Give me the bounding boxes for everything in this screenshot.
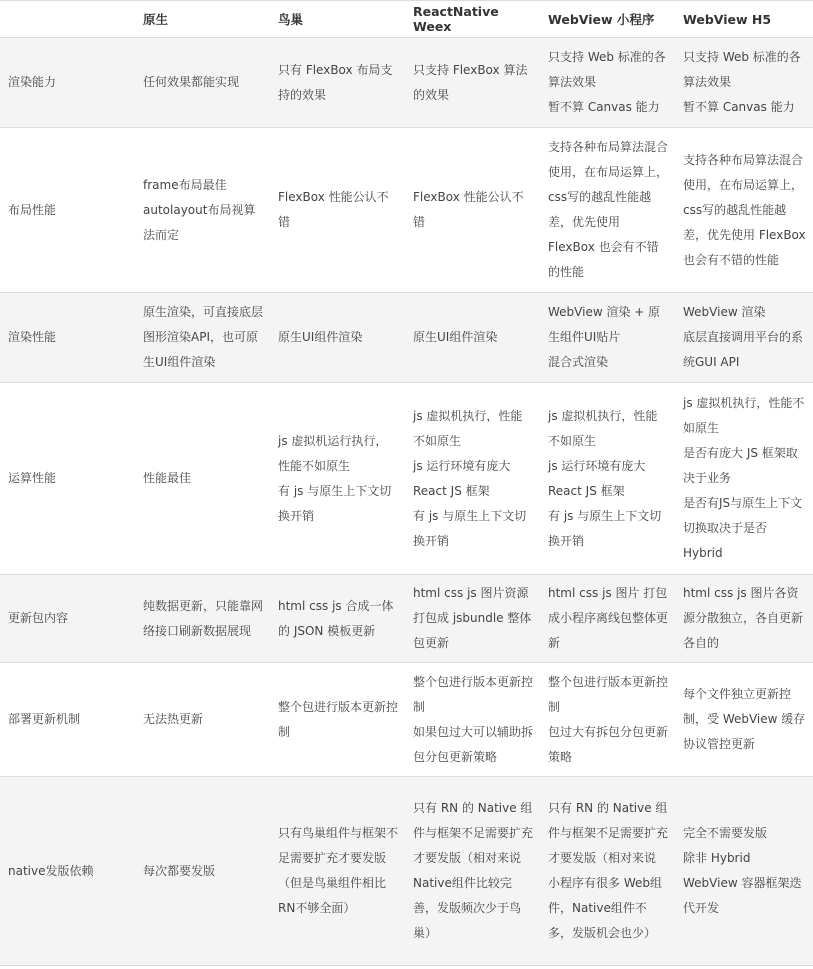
row-label: 布局性能 bbox=[0, 128, 135, 293]
cell-text: FlexBox 性能公认不错 bbox=[278, 190, 389, 229]
cell-webview-h5 bbox=[675, 293, 813, 383]
cell-niaochao bbox=[270, 575, 405, 663]
cell-native bbox=[135, 38, 270, 128]
cell-text: 任何效果都能实现 bbox=[143, 75, 240, 89]
cell-text: 只支持 Web 标准的各算法效果 bbox=[683, 50, 801, 89]
cell-text: 包过大有拆包分包更新策略 bbox=[548, 724, 669, 764]
cell-text: html css js 图片 打包成小程序离线包整体更新 bbox=[548, 586, 669, 650]
cell-text: 有 js 与原生上下文切换开销 bbox=[413, 508, 527, 548]
cell-webview-h5 bbox=[675, 777, 813, 966]
header-native: 原生 bbox=[135, 1, 270, 38]
header-niaochao: 鸟巢 bbox=[270, 1, 405, 38]
cell-text: 是否有庞大 JS 框架取决于业务 bbox=[683, 446, 798, 485]
cell-text: js 运行环境有庞大 React JS 框架 bbox=[548, 458, 646, 498]
table-row bbox=[0, 383, 813, 575]
cell-webview-h5 bbox=[675, 128, 813, 293]
row-label: 渲染性能 bbox=[0, 293, 135, 383]
cell-text: html css js 合成一体的 JSON 模板更新 bbox=[278, 598, 394, 638]
cell-reactnative-weex bbox=[405, 663, 540, 777]
cell-text: 暂不算 Canvas 能力 bbox=[683, 100, 795, 114]
cell-text: 是否有JS与原生上下文切换取决于是否 Hybrid bbox=[683, 496, 803, 560]
cell-native bbox=[135, 383, 270, 575]
cell-native bbox=[135, 128, 270, 293]
cell-text: 整个包进行版本更新控制 bbox=[548, 674, 669, 714]
cell-text: 支持各种布局算法混合使用，在布局运算上，css写的越乱性能越差，优先使用 FlexBox 也会有不错的性能 bbox=[683, 152, 806, 267]
cell-webview-miniprogram bbox=[540, 383, 675, 575]
cell-text: js 虚拟机执行，性能不如原生 bbox=[413, 408, 523, 448]
cell-webview-miniprogram bbox=[540, 293, 675, 383]
cell-text: 每次都要发版 bbox=[143, 863, 216, 878]
cell-webview-miniprogram bbox=[540, 777, 675, 966]
cell-webview-miniprogram bbox=[540, 663, 675, 777]
cell-reactnative-weex bbox=[405, 293, 540, 383]
cell-text: frame布局最佳 bbox=[143, 177, 227, 192]
cell-webview-miniprogram bbox=[540, 575, 675, 663]
cell-reactnative-weex bbox=[405, 383, 540, 575]
header-webview-miniprogram: WebView 小程序 bbox=[540, 1, 675, 38]
row-label: 部署更新机制 bbox=[0, 663, 135, 777]
cell-native bbox=[135, 663, 270, 777]
cell-text: 如果包过大可以辅助拆包分包更新策略 bbox=[413, 724, 534, 764]
table-row bbox=[0, 777, 813, 966]
table-row bbox=[0, 575, 813, 663]
cell-text: autolayout布局视算法而定 bbox=[143, 202, 256, 242]
header-row bbox=[0, 1, 813, 38]
cell-text: 整个包进行版本更新控制 bbox=[278, 699, 399, 739]
header-reactnative-weex: ReactNative Weex bbox=[405, 1, 540, 38]
cell-text: 每个文件独立更新控制，受 WebView 缓存协议管控更新 bbox=[683, 687, 806, 751]
cell-webview-h5 bbox=[675, 383, 813, 575]
cell-text: html css js 图片资源打包成 jsbundle 整体包更新 bbox=[413, 586, 532, 650]
cell-text: js 虚拟机执行，性能不如原生 bbox=[548, 408, 658, 448]
row-label: 运算性能 bbox=[0, 383, 135, 575]
cell-webview-miniprogram bbox=[540, 38, 675, 128]
cell-text: 原生渲染，可直接底层图形渲染API，也可原生UI组件渲染 bbox=[143, 305, 264, 369]
header-corner bbox=[0, 1, 135, 38]
cell-niaochao bbox=[270, 38, 405, 128]
cell-text: 有 js 与原生上下文切换开销 bbox=[278, 483, 392, 523]
cell-text: 暂不算 Canvas 能力 bbox=[548, 100, 660, 114]
cell-native bbox=[135, 293, 270, 383]
cell-niaochao bbox=[270, 383, 405, 575]
cell-text: 只有 RN 的 Native 组件与框架不足需要扩充才要发版（相对来说 Native组件比较完善，发版频次少于鸟巢） bbox=[413, 801, 534, 940]
cell-text: js 运行环境有庞大 React JS 框架 bbox=[413, 458, 511, 498]
cell-text: 完全不需要发版 bbox=[683, 826, 768, 840]
cell-text: html css js 图片各资源分散独立，各自更新各自的 bbox=[683, 586, 804, 650]
table-row bbox=[0, 38, 813, 128]
cell-text: 有 js 与原生上下文切换开销 bbox=[548, 508, 662, 548]
cell-text: js 虚拟机执行，性能不如原生 bbox=[683, 396, 805, 435]
cell-text: 只有 FlexBox 布局支持的效果 bbox=[278, 62, 393, 102]
cell-niaochao bbox=[270, 128, 405, 293]
cell-text: FlexBox 性能公认不错 bbox=[413, 190, 524, 229]
cell-webview-h5 bbox=[675, 38, 813, 128]
cell-text: 只有鸟巢组件与框架不足需要扩充才要发版（但是鸟巢组件相比RN不够全面） bbox=[278, 826, 399, 915]
cell-niaochao bbox=[270, 663, 405, 777]
cell-text: WebView 渲染 + 原生组件UI贴片 bbox=[548, 305, 661, 344]
cell-niaochao bbox=[270, 777, 405, 966]
table-row bbox=[0, 293, 813, 383]
cell-text: 支持各种布局算法混合使用，在布局运算上，css写的越乱性能越差，优先使用 FlexBox 也会有不错的性能 bbox=[548, 140, 669, 279]
cell-text: 无法热更新 bbox=[143, 712, 204, 726]
cell-text: 只支持 FlexBox 算法的效果 bbox=[413, 62, 528, 102]
cell-reactnative-weex bbox=[405, 777, 540, 966]
cell-text: 整个包进行版本更新控制 bbox=[413, 674, 534, 714]
row-label: native发版依赖 bbox=[0, 777, 135, 966]
cell-webview-h5 bbox=[675, 663, 813, 777]
cell-text: 混合式渲染 bbox=[548, 355, 609, 369]
cell-text: 除非 Hybrid WebView 容器框架迭代开发 bbox=[683, 851, 802, 915]
row-label: 更新包内容 bbox=[0, 575, 135, 663]
cell-native bbox=[135, 575, 270, 663]
cell-text: 原生UI组件渲染 bbox=[413, 330, 498, 344]
table-row bbox=[0, 128, 813, 293]
cell-reactnative-weex bbox=[405, 38, 540, 128]
cell-text: 只有 RN 的 Native 组件与框架不足需要扩充才要发版（相对来说 小程序有很多 Web组件，Native组件不多，发版机会也少） bbox=[548, 801, 669, 940]
header-webview-h5: WebView H5 bbox=[675, 1, 813, 38]
cell-text: 底层直接调用平台的系统GUI API bbox=[683, 330, 804, 369]
cell-text: 只支持 Web 标准的各算法效果 bbox=[548, 50, 666, 89]
cell-reactnative-weex bbox=[405, 128, 540, 293]
cell-text: 原生UI组件渲染 bbox=[278, 330, 363, 344]
cell-text: js 虚拟机运行执行，性能不如原生 bbox=[278, 433, 388, 473]
cell-reactnative-weex bbox=[405, 575, 540, 663]
cell-niaochao bbox=[270, 293, 405, 383]
cell-native bbox=[135, 777, 270, 966]
cell-text: 纯数据更新，只能靠网络接口刷新数据展现 bbox=[143, 598, 264, 638]
cell-webview-miniprogram bbox=[540, 128, 675, 293]
row-label: 渲染能力 bbox=[0, 38, 135, 128]
cell-webview-h5 bbox=[675, 575, 813, 663]
cell-text: WebView 渲染 bbox=[683, 305, 766, 319]
cell-text: 性能最佳 bbox=[143, 471, 192, 485]
table-row bbox=[0, 663, 813, 777]
